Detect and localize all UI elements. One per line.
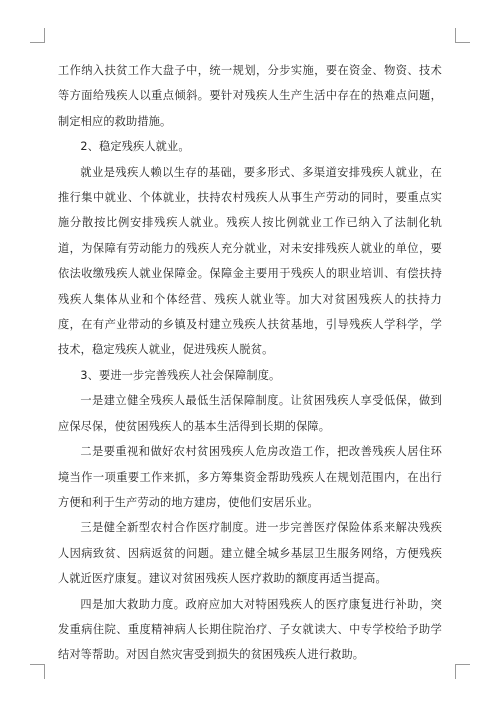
section-heading-employment: 2、稳定残疾人就业。 [80, 140, 190, 154]
document-page [58, 58, 442, 668]
paragraph-intro: 工作纳入扶贫工作大盘子中，统一规划，分步实施，要在资金、物资、技术等方面给残疾人以重点倾斜。要针对残疾人生产生活中存在的热难点问题，制定相应的救助措施。 [58, 64, 442, 128]
paragraph-employment: 就业是残疾人赖以生存的基础，要多形式、多渠道安排残疾人就业，在推行集中就业、个体就业，扶持农村残疾人从事生产劳动的同时，要重点实施分散按比例安排残疾人就业。残疾人按比例就业工作已纳入了法制化轨道，为保障有劳动能力的残疾人充分就业，对未安排残疾人就业的单位，要依法收缴残疾人就业保障金。保障金主要用于残疾人的职业培训、有偿扶持残疾人集体从业和个体经营、残疾人就业等。加大对贫困残疾人的扶持力度，在有产业带动的乡镇及村建立残疾人扶贫基地，引导残疾人学科学，学技术，稳定残疾人就业，促进残疾人脱贫。 [58, 165, 442, 357]
paragraph-relief: 四是加大救助力度。政府应加大对特困残疾人的医疗康复进行补助，突发重病住院、重度精神病人长期住院治疗、子女就读大、中专学校给予助学结对等帮助。对因自然灾害受到损失的贫困残疾人进行救助。 [58, 597, 442, 662]
crop-mark-top-right [455, 28, 470, 43]
crop-mark-bottom-left [30, 664, 45, 679]
crop-mark-top-left [30, 28, 45, 43]
paragraph-housing: 二是要重视和做好农村贫困残疾人危房改造工作，把改善残疾人居住环境当作一项重要工作来抓，多方筹集资金帮助残疾人在规划范围内，在出行方便和利于生产劳动的地方建房，使他们安居乐业。 [58, 445, 442, 509]
paragraph-medical: 三是健全新型农村合作医疗制度。进一步完善医疗保险体系来解决残疾人因病致贫、因病返贫的问题。建立健全城乡基层卫生服务网络，方便残疾人就近医疗康复。建议对贫困残疾人医疗救助的额度再适当提高。 [58, 521, 442, 586]
crop-mark-bottom-right [455, 664, 470, 679]
section-heading-social-security: 3、要进一步完善残疾人社会保障制度。 [80, 368, 281, 382]
paragraph-minimum-living: 一是建立健全残疾人最低生活保障制度。让贫困残疾人享受低保，做到应保尽保，使贫困残疾人的基本生活得到长期的保障。 [58, 394, 442, 433]
